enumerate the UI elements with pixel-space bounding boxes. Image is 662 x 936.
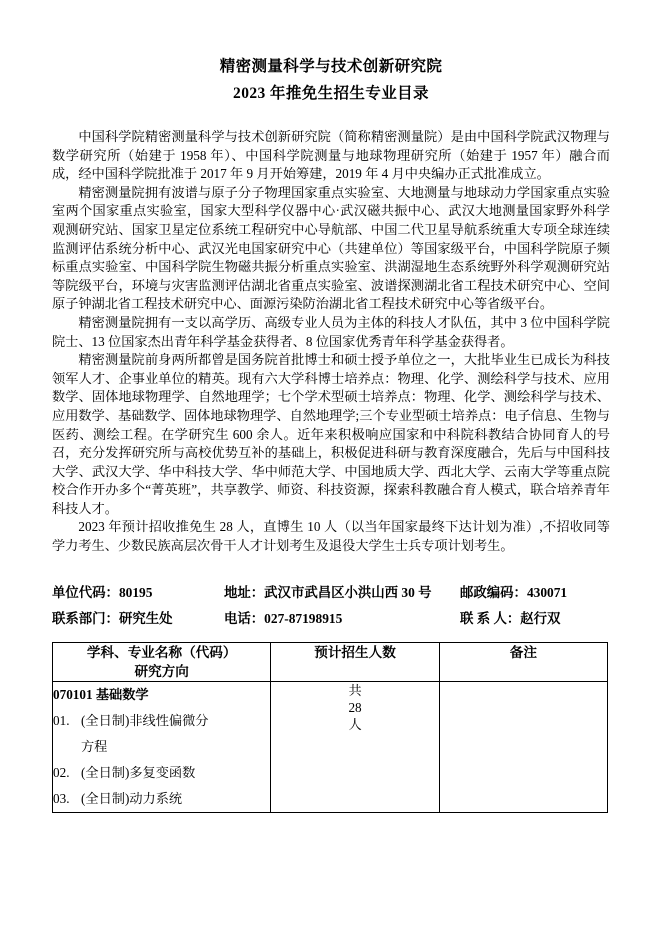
research-direction-1: [53, 708, 270, 734]
direction-text-1: (全日制)非线性偏微分: [81, 712, 209, 728]
contact-person-value: 赵行双: [520, 610, 561, 626]
header-discipline-line-2: 研究方向: [134, 663, 189, 679]
contact-row-1: [52, 580, 610, 606]
header-enrollment: 预计招生人数: [271, 642, 439, 681]
header-remark: 备注: [439, 642, 607, 681]
enrollment-line-3: 人: [348, 716, 362, 732]
intro-body: [52, 128, 610, 556]
research-direction-2: [53, 760, 270, 786]
postcode-value: 430071: [526, 584, 568, 600]
paragraph-3: 精密测量院拥有一支以高学历、高级专业人员为主体的科技人才队伍，其中 3 位中国科学院院士、13 位国家杰出青年科学基金获得者、8 位国家优秀青年科学基金获得者。: [52, 314, 610, 349]
contact-row-2: [52, 606, 610, 632]
cell-enrollment: [271, 681, 439, 812]
major-catalog-table-wrapper: [52, 642, 610, 813]
page-title-line-1: 精密测量科学与技术创新研究院: [219, 58, 443, 75]
enrollment-line-1: 共: [348, 682, 362, 698]
postcode-label: 邮政编码：: [460, 584, 527, 600]
major-code: 070101 基础数学: [53, 686, 149, 702]
unit-code-value: 80195: [118, 584, 153, 600]
page-title-line-2: 2023 年推免生招生专业目录: [233, 85, 429, 102]
paragraph-1: 中国科学院精密测量科学与技术创新研究院（简称精密测量院）是由中国科学院武汉物理与数学研究所（始建于 1958 年）、中国科学院测量与地球物理研究所（始建于 1957 年）融合而成，经中国科学院批准于 2017 年 9 月开始筹建，2019 年 4 月中央编办正式批准成立。: [52, 129, 610, 182]
table-row: [53, 681, 608, 812]
contact-person-field: [460, 606, 610, 632]
department-label: 联系部门：: [52, 610, 119, 626]
contact-info: [52, 580, 610, 632]
enrollment-line-2: 28: [348, 699, 362, 715]
contact-person-label: 联 系 人：: [460, 610, 521, 626]
direction-text-1-continuation: 方程: [81, 738, 108, 754]
unit-code-label: 单位代码：: [52, 584, 119, 600]
header-discipline: [53, 642, 271, 681]
unit-code-field: [52, 580, 224, 606]
paragraph-5: 2023 年预计招收推免生 28 人，直博生 10 人（以当年国家最终下达计划为准）,不招收同等学力考生、少数民族高层次骨干人才计划考生及退役大学生士兵专项计划考生。: [52, 519, 610, 554]
phone-label: 电话：: [224, 610, 265, 626]
postcode-field: [460, 580, 610, 606]
direction-text-3: (全日制)动力系统: [81, 790, 183, 806]
cell-remark: [439, 681, 607, 812]
department-field: [52, 606, 224, 632]
cell-discipline: [53, 681, 271, 812]
direction-number-3: 03.: [53, 790, 70, 806]
address-label: 地址：: [224, 584, 265, 600]
direction-text-2: (全日制)多复变函数: [81, 764, 196, 780]
header-discipline-line-1: 学科、专业名称（代码）: [86, 644, 237, 660]
phone-field: [224, 606, 460, 632]
page-content: [52, 0, 610, 813]
paragraph-4: 精密测量院前身两所都曾是国务院首批博士和硕士授予单位之一，大批毕业生已成长为科技领军人才、企事业单位的精英。现有六大学科博士培养点：物理、化学、测绘科学与技术、应用数学、固体地球物理学、自然地理学；七个学术型硕士培养点：物理、化学、测绘科学与技术、应用数学、基础数学、固体地球物理学、自然地理学;三个专业型硕士培养点：电子信息、生物与医药、测绘工程。在学研究生 600 余人。近年来积极响应国家和中科院科教结合协同育人的号召，充分发挥研究所与高校优势互补的基础上，积极促进科研与教育深度融合，先后与中国科技大学、武汉大学、华中科技大学、华中师范大学、中国地质大学、西北大学、云南大学等重点院校合作开办多个“菁英班”，共享教学、师资、科技资源，探索科教融合育人模式，联合培养青年科技人才。: [52, 352, 610, 516]
major-catalog-table: [52, 642, 608, 813]
phone-value: 027-87198915: [264, 610, 343, 626]
direction-number-2: 02.: [53, 764, 70, 780]
paragraph-2: 精密测量院拥有波谱与原子分子物理国家重点实验室、大地测量与地球动力学国家重点实验室两个国家重点实验室，国家大型科学仪器中心·武汉磁共振中心、武汉大地测量国家野外科学观测研究站、国家卫星定位系统工程研究中心导航部、中国二代卫星导航系统重大专项全球连续监测评估系统分析中心、武汉光电国家研究中心（共建单位）等国家级平台，中国科学院原子频标重点实验室、中国科学院生物磁共振分析重点实验室、洪湖湿地生态系统野外科学观测研究站等院级平台，环境与灾害监测评估湖北省重点实验室、波谱探测湖北省工程技术研究中心、空间原子钟湖北省工程技术研究中心、面源污染防治湖北省工程技术研究中心等省级平台。: [52, 184, 610, 312]
table-header-row: [53, 642, 608, 681]
research-direction-3: [53, 786, 270, 812]
direction-number-1: 01.: [53, 712, 70, 728]
address-field: [224, 580, 460, 606]
address-value: 武汉市武昌区小洪山西 30 号: [264, 584, 432, 600]
department-value: 研究生处: [118, 610, 173, 626]
